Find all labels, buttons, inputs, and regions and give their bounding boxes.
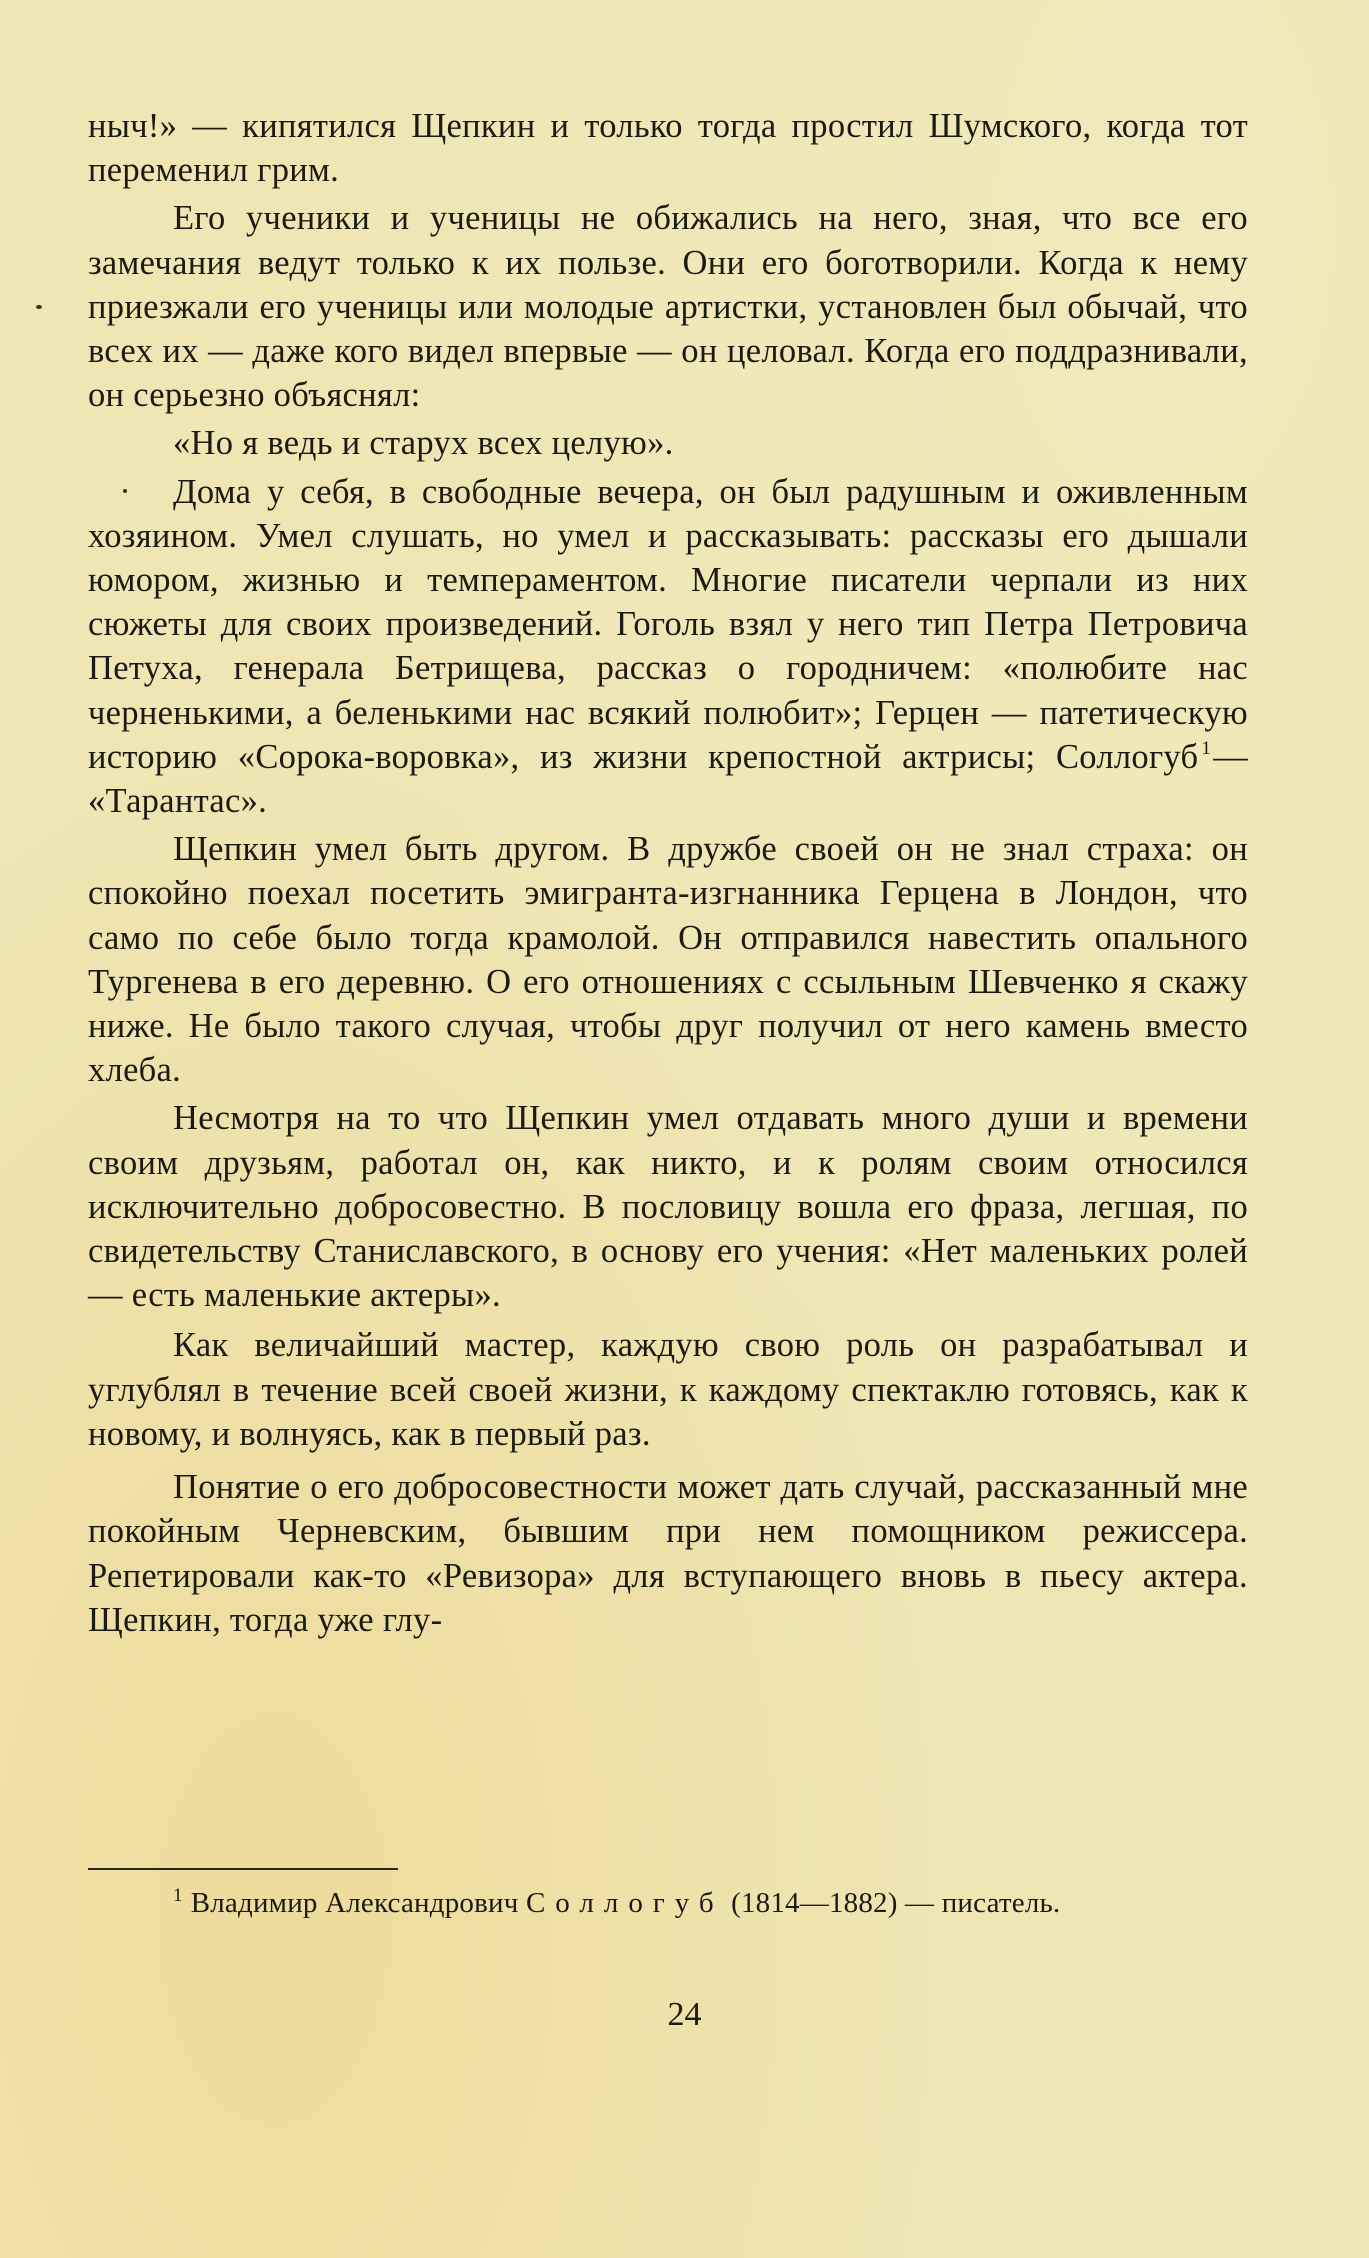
page-body <box>88 104 1248 1642</box>
paragraph-7: Как величайший мастер, каждую свою роль он разрабатывал и углублял в течение всей своей жизни, к каждому спектаклю готовясь, как к новому, и волнуясь, как в первый раз. <box>88 1326 1248 1453</box>
paragraph-2: Его ученики и ученицы не обижались на него, зная, что все его замечания ведут только к их пользе. Они его боготворили. Когда к нему приезжали его ученицы или молодые артистки, установлен был обычай, что всех их — даже кого видел впервые — он целовал. Когда его поддразнивали, он серьезно объяснял: <box>88 199 1248 415</box>
margin-speck-1 <box>36 305 42 309</box>
paragraph-4 <box>88 470 1248 824</box>
footnote-divider <box>88 1868 398 1870</box>
paragraph-1: ныч!» — кипятился Щепкин и только тогда простил Шумского, когда тот переменил грим. <box>88 107 1248 190</box>
paragraph-4-tail: — «Тарантас». <box>88 737 1248 821</box>
footnote-name-spaced: Соллогуб <box>525 1887 724 1919</box>
page-number: 24 <box>667 1996 702 2033</box>
paragraph-3-quote: «Но я ведь и старух всех целую». <box>173 424 674 463</box>
paragraph-8: Понятие о его добросовестности может дать случай, рассказанный мне покойным Черневским, бывшим при нем помощником режиссера. Репетировали как-то «Ревизора» для вступающего вновь в пьесу актера. Щепкин, тогда уже глу- <box>88 1468 1248 1639</box>
margin-speck-2 <box>123 489 127 493</box>
footnote-marker: 1 <box>173 1885 183 1906</box>
footnote-reference: 1 <box>1201 737 1212 759</box>
footnote-text-before: Владимир Александрович <box>190 1887 519 1919</box>
paragraph-4-text: Дома у себя, в свободные вечера, он был радушным и оживленным хозяином. Умел слушать, но умел и рассказывать: рассказы его дышали юмором, жизнью и темпераментом. Многие писатели черпали из них сюжеты для своих произведений. Гоголь взял у него тип Петра Петровича Петуха, генерала Бетрищева, рассказ о городничем: «полюбите нас черненькими, а беленькими нас всякий полюбит»; Герцен — патетическую историю «Сорока-воровка», из жизни крепостной актрисы; Соллогуб <box>88 472 1248 776</box>
paragraph-6: Несмотря на то что Щепкин умел отдавать много души и времени своим друзьям, работал он, как никто, и к ролям своим относился исключительно добросовестно. В пословицу вошла его фраза, легшая, по свидетельству Станиславского, в основу его учения: «Нет маленьких ролей — есть маленькие актеры». <box>88 1099 1248 1315</box>
footnote <box>88 1884 1248 1922</box>
main-text <box>88 104 1248 1642</box>
paragraph-5: Щепкин умел быть другом. В дружбе своей он не знал страха: он спокойно поехал посетить эмигранта-изгнанника Герцена в Лондон, что само по себе было тогда крамолой. Он отправился навестить опального Тургенева в его деревню. О его отношениях с ссыльным Шевченко я скажу ниже. Не было такого случая, чтобы друг получил от него камень вместо хлеба. <box>88 830 1248 1090</box>
footnote-text-after: (1814—1882) — писатель. <box>731 1887 1061 1919</box>
